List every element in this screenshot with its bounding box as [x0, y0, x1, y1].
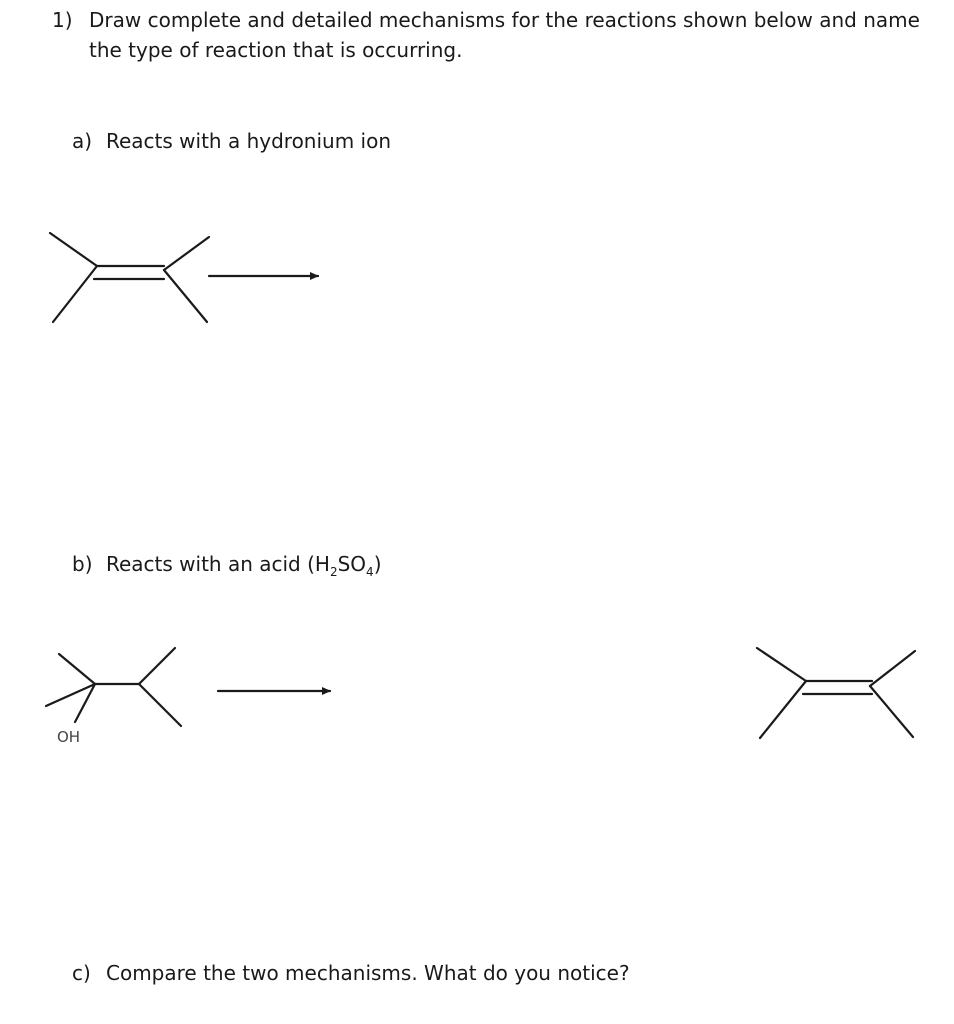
- bond: [50, 233, 97, 266]
- part-b-text-suffix: ): [373, 552, 382, 576]
- bond: [139, 684, 181, 726]
- bond: [75, 684, 95, 722]
- part-b-text-mid: SO: [337, 552, 367, 576]
- reaction-a-alkene-icon: [50, 233, 209, 322]
- bond: [760, 681, 806, 738]
- reaction-b-alcohol-icon: [46, 648, 181, 746]
- part-a-label: a): [72, 129, 93, 153]
- part-a-text: Reacts with a hydronium ion: [106, 129, 392, 153]
- bond: [46, 684, 95, 706]
- bond: [53, 266, 97, 322]
- hydroxyl-label: OH: [57, 728, 81, 746]
- part-c-label: c): [72, 961, 91, 985]
- bond: [164, 237, 209, 270]
- question-text: Draw complete and detailed mechanisms for the reactions shown below and name the type of reaction that is occurring.: [89, 8, 920, 62]
- bond: [870, 651, 915, 686]
- bond: [164, 270, 207, 322]
- part-b-text-prefix: Reacts with an acid (H: [106, 552, 330, 576]
- question-number: 1): [52, 8, 73, 32]
- part-c-text: Compare the two mechanisms. What do you notice?: [106, 961, 630, 985]
- bond: [59, 654, 95, 684]
- part-b-subscript-2: 2: [329, 565, 338, 579]
- bond: [757, 648, 806, 681]
- part-b-subscript-4: 4: [366, 565, 374, 579]
- reaction-b-alkene-icon: [757, 648, 915, 738]
- part-b-label: b): [72, 552, 93, 576]
- bond: [870, 686, 913, 737]
- bond: [139, 648, 175, 684]
